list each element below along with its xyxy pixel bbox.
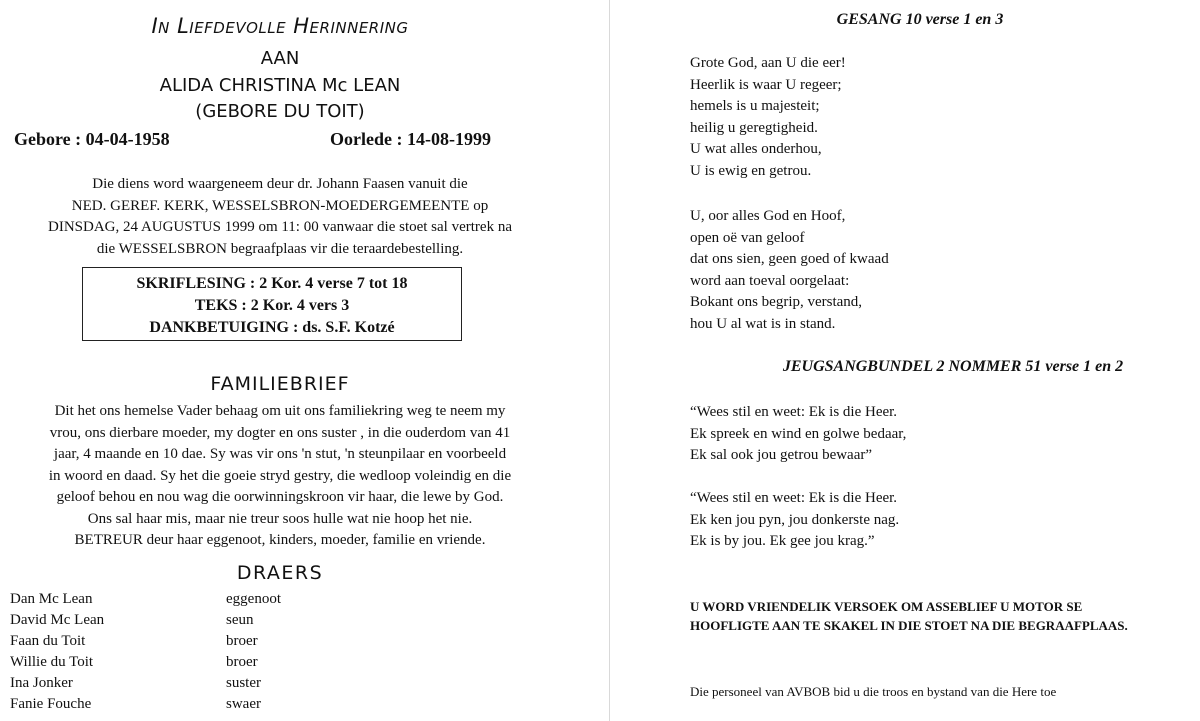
verse-line: U is ewig en getrou. bbox=[690, 162, 812, 179]
page-fold bbox=[609, 0, 610, 721]
notice-line: U WORD VRIENDELIK VERSOEK OM ASSEBLIEF U MOTOR SE bbox=[690, 599, 1083, 614]
bearer-relation: broer bbox=[226, 633, 258, 649]
draers-title: DRAERS bbox=[236, 562, 324, 584]
bearer-name: Dan Mc Lean bbox=[10, 591, 93, 607]
bearer-relation: swaer bbox=[226, 696, 261, 712]
dankbetuiging: DANKBETUIGING : ds. S.F. Kotzé bbox=[149, 319, 395, 336]
bearer-row bbox=[10, 633, 330, 654]
familiebrief-line: vrou, ons dierbare moeder, my dogter en ons suster , in die ouderdom van 41 bbox=[49, 424, 511, 441]
verse-line: Ek is by jou. Ek gee jou krag.” bbox=[690, 533, 875, 549]
verse-line: “Wees stil en weet: Ek is die Heer. bbox=[690, 490, 898, 506]
avbob-footer: Die personeel van AVBOB bid u die troos en bystand van die Here toe bbox=[690, 684, 1057, 699]
bearer-row bbox=[10, 612, 330, 633]
familiebrief-title: FAMILIEBRIEF bbox=[210, 373, 350, 395]
verse-line: Ek sal ook jou getrou bewaar” bbox=[690, 447, 873, 463]
verse-line: Heerlik is waar U regeer; bbox=[690, 76, 842, 93]
bearer-row bbox=[10, 591, 330, 612]
bearer-name: Ina Jonker bbox=[10, 675, 73, 691]
bearer-name: Fanie Fouche bbox=[10, 696, 92, 712]
headlights-notice bbox=[690, 597, 1195, 635]
bearer-row bbox=[10, 675, 330, 696]
verse-line: heilig u geregtigheid. bbox=[690, 119, 818, 136]
bearer-name: Faan du Toit bbox=[10, 633, 86, 649]
bearer-relation: eggenoot bbox=[226, 591, 281, 607]
verse-line: hemels is u majesteit; bbox=[690, 98, 820, 114]
bearer-relation: suster bbox=[226, 675, 261, 691]
aan-label: AAN bbox=[260, 48, 300, 69]
bearer-name: David Mc Lean bbox=[10, 612, 105, 628]
death-date: Oorlede : 14-08-1999 bbox=[330, 129, 491, 149]
bearer-relation: seun bbox=[226, 612, 254, 628]
verse-line: word aan toeval oorgelaat: bbox=[690, 272, 850, 289]
verse-line: open oë van geloof bbox=[690, 229, 805, 246]
verse-line: U, oor alles God en Hoof, bbox=[690, 208, 846, 224]
jeugsang-verse-1 bbox=[690, 402, 906, 467]
verse-line: Ek ken jou pyn, jou donkerste nag. bbox=[690, 511, 900, 528]
verse-line: U wat alles onderhou, bbox=[690, 141, 822, 157]
memorial-heading: In Liefdevolle Herinnering bbox=[151, 14, 409, 38]
verse-line: “Wees stil en weet: Ek is die Heer. bbox=[690, 404, 898, 420]
birth-date: Gebore : 04-04-1958 bbox=[14, 129, 170, 149]
verse-line: Grote God, aan U die eer! bbox=[690, 55, 846, 71]
readings-box bbox=[82, 267, 462, 341]
bearer-row bbox=[10, 696, 330, 717]
verse-line: dat ons sien, geen goed of kwaad bbox=[690, 251, 889, 267]
familiebrief-line: Ons sal haar mis, maar nie treur soos hulle wat nie hoop het nie. bbox=[87, 510, 473, 527]
familiebrief-line: in woord en daad. Sy het die goeie stryd gestry, die wedloop voleindig en die bbox=[48, 467, 512, 484]
jeugsangbundel-title: JEUGSANGBUNDEL 2 NOMMER 51 verse 1 en 2 bbox=[782, 358, 1124, 375]
notice-line: HOOFLIGTE AAN TE SKAKEL IN DIE STOET NA DIE BEGRAAFPLAAS. bbox=[690, 618, 1128, 633]
gesang-title: GESANG 10 verse 1 en 3 bbox=[836, 11, 1004, 28]
verse-line: Ek spreek en wind en golwe bedaar, bbox=[690, 425, 907, 442]
service-details bbox=[10, 174, 550, 260]
service-line: Die diens word waargeneem deur dr. Johann Faasen vanuit die bbox=[92, 176, 468, 192]
verse-line: Bokant ons begrip, verstand, bbox=[690, 294, 863, 310]
bearer-name: Willie du Toit bbox=[10, 654, 94, 670]
verse-line: hou U al wat is in stand. bbox=[690, 315, 836, 332]
bearers-list bbox=[10, 591, 330, 717]
jeugsang-verse-2 bbox=[690, 488, 899, 553]
teks: TEKS : 2 Kor. 4 vers 3 bbox=[194, 297, 350, 314]
bearer-relation: broer bbox=[226, 654, 258, 670]
service-line: NED. GEREF. KERK, WESSELSBRON-MOEDERGEMEENTE op bbox=[71, 197, 489, 214]
gesang-verse-3 bbox=[690, 206, 889, 335]
skriflesing: SKRIFLESING : 2 Kor. 4 verse 7 tot 18 bbox=[136, 275, 408, 292]
service-line: die WESSELSBRON begraafplaas vir die teraardebestelling. bbox=[96, 240, 464, 257]
familiebrief-line: Dit het ons hemelse Vader behaag om uit ons familiekring weg te neem my bbox=[54, 403, 506, 419]
gesang-verse-1 bbox=[690, 53, 846, 182]
maiden-name: (GEBORE DU TOIT) bbox=[195, 101, 365, 122]
familiebrief-line: jaar, 4 maande en 10 dae. Sy was vir ons 'n stut, 'n steunpilaar en voorbeeld bbox=[53, 446, 507, 462]
service-line: DINSDAG, 24 AUGUSTUS 1999 om 11: 00 vanwaar die stoet sal vertrek na bbox=[48, 219, 512, 235]
bearer-row bbox=[10, 654, 330, 675]
familiebrief-line: geloof behou en nou wag die oorwinningskroon vir haar, die lewe by God. bbox=[56, 489, 504, 505]
familiebrief-body bbox=[10, 401, 550, 552]
deceased-name: ALIDA CHRISTINA Mc LEAN bbox=[159, 75, 401, 96]
familiebrief-line: BETREUR deur haar eggenoot, kinders, moeder, familie en vriende. bbox=[74, 532, 486, 548]
